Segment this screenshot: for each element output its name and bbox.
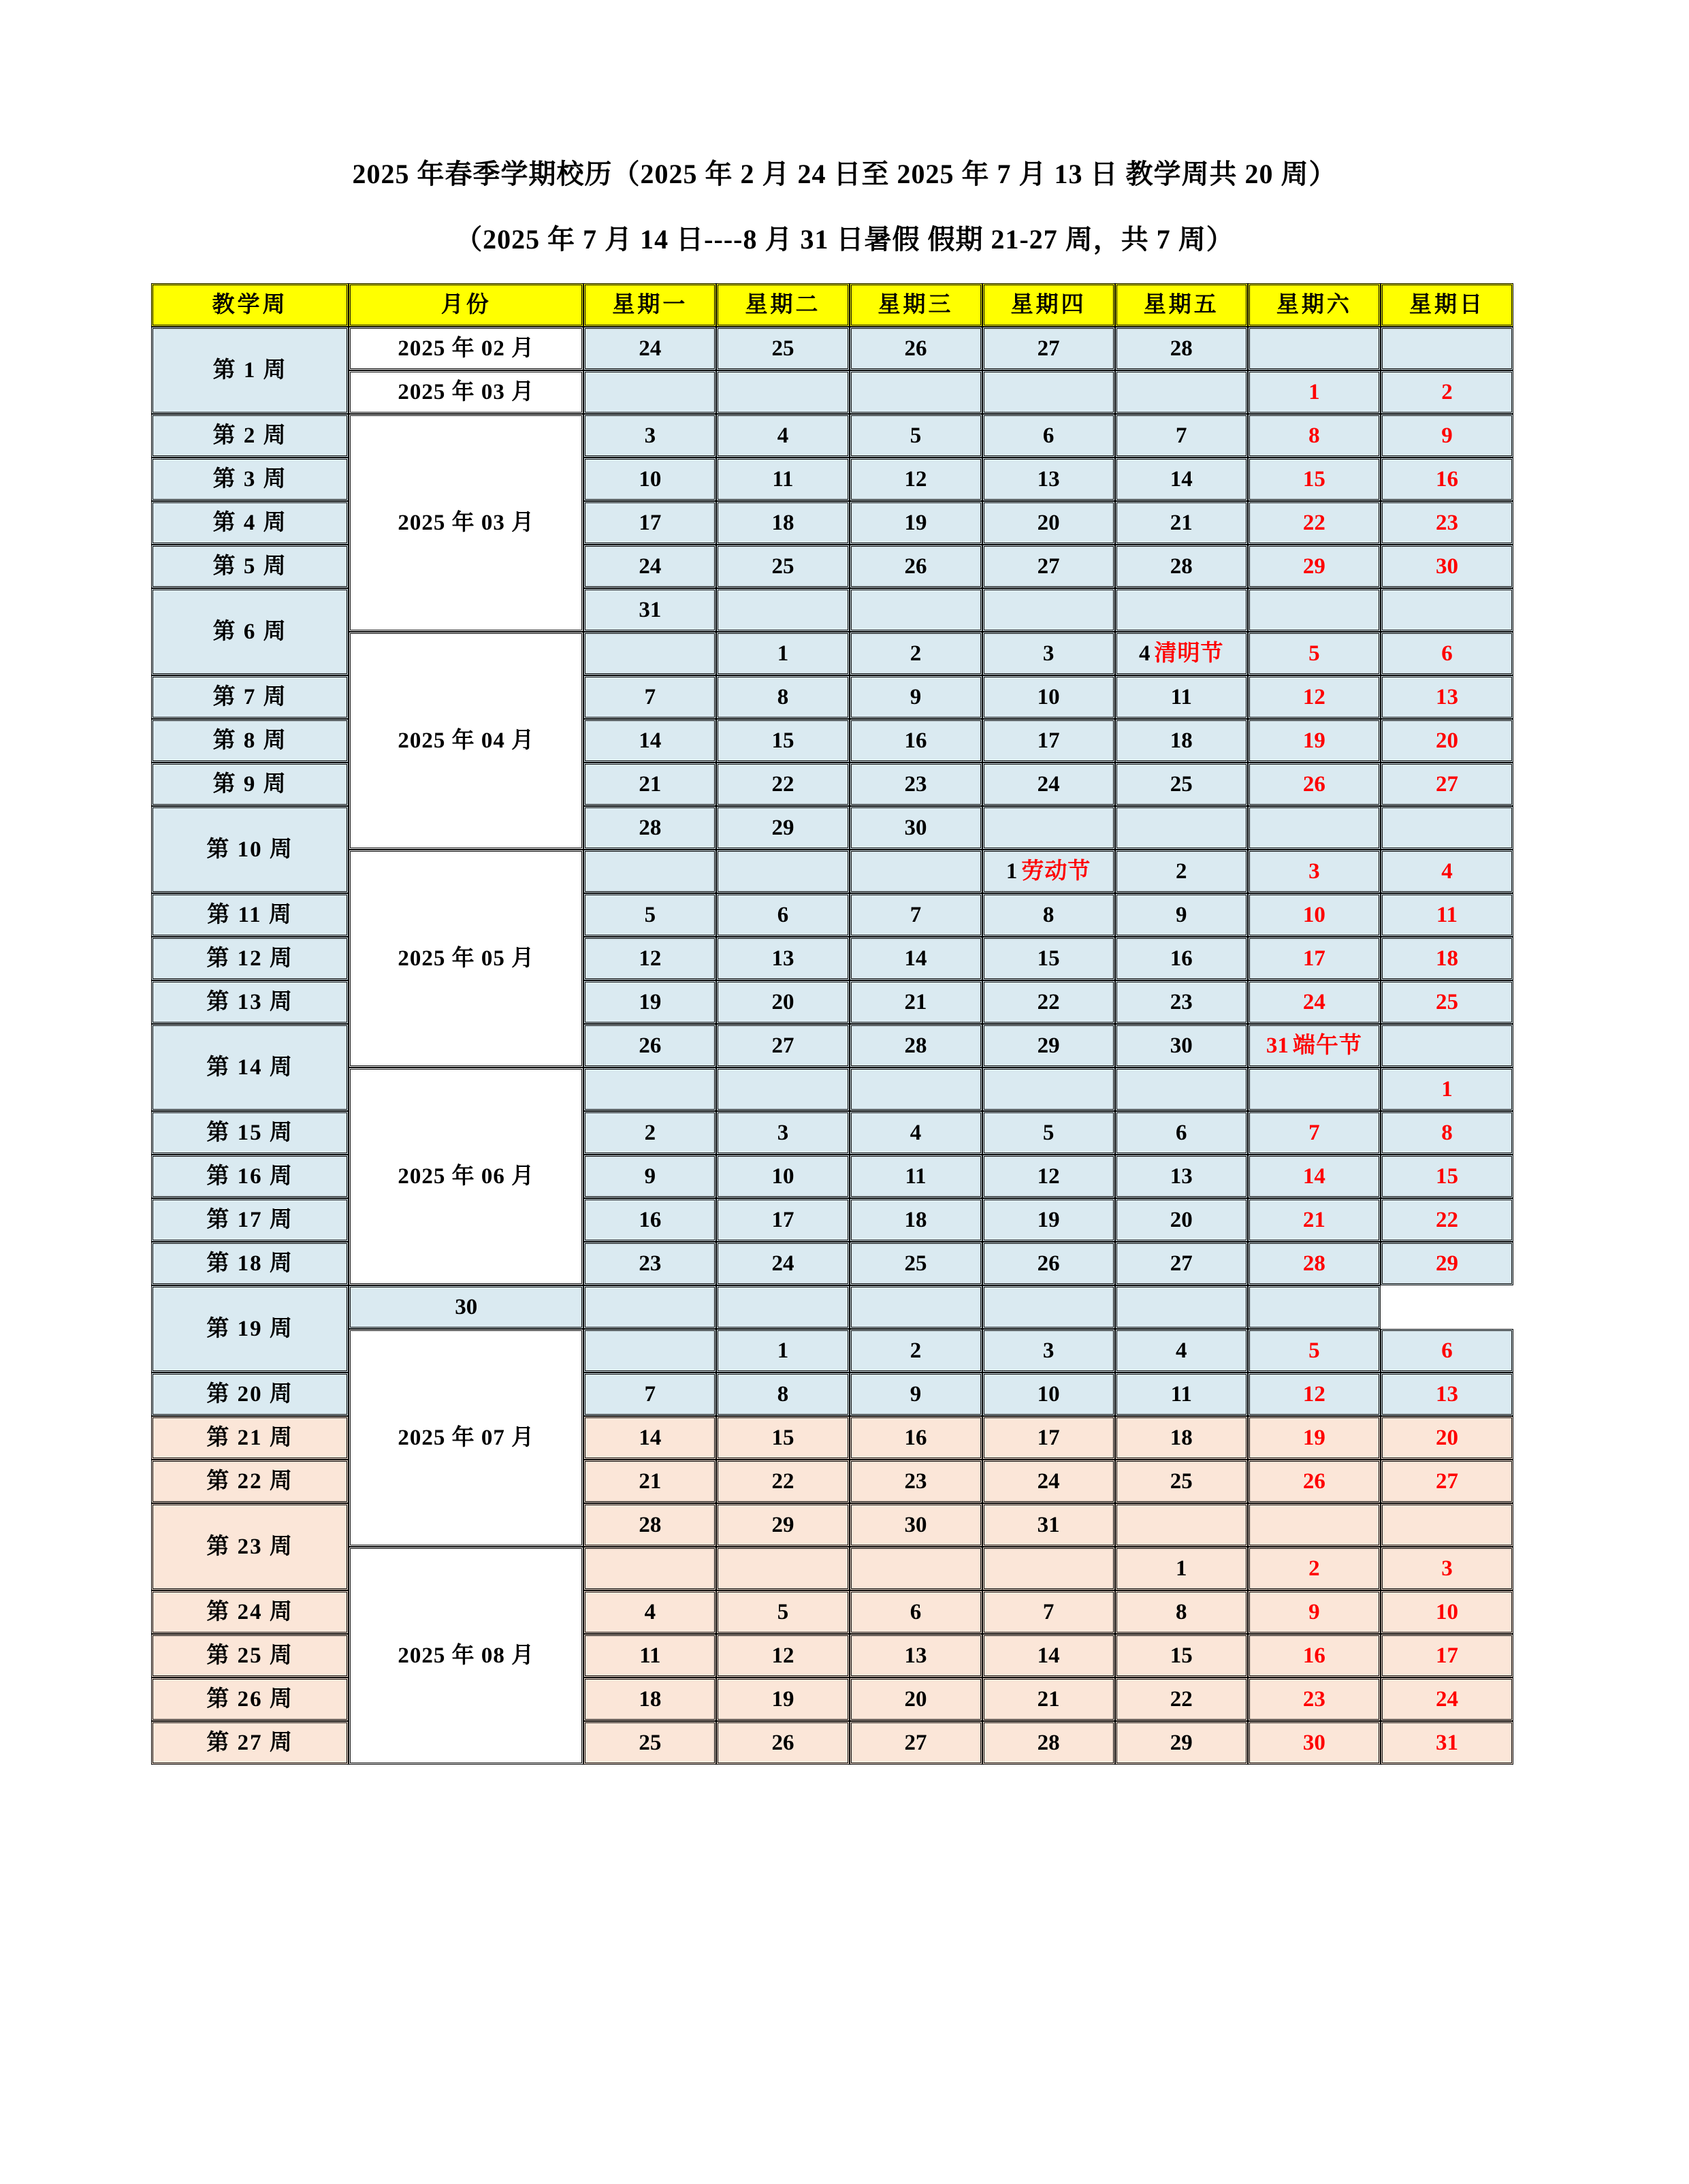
- day-cell: [850, 588, 982, 632]
- week-label-cell: 第 27 周: [151, 1721, 349, 1765]
- day-cell: [1248, 1503, 1381, 1547]
- day-cell: [583, 370, 716, 414]
- day-cell: 28: [1115, 545, 1248, 588]
- day-cell: [1381, 806, 1513, 850]
- day-cell: [716, 1547, 849, 1590]
- day-cell: [850, 1285, 982, 1329]
- day-cell: 28: [583, 806, 716, 850]
- table-row: [151, 370, 1513, 414]
- day-cell: 23: [583, 1242, 716, 1285]
- week-label-cell: 第 24 周: [151, 1590, 349, 1634]
- day-cell: [1248, 806, 1381, 850]
- day-cell: 2: [1381, 370, 1513, 414]
- day-cell: 30: [1381, 545, 1513, 588]
- month-label-cell: 2025 年 03 月: [349, 414, 583, 632]
- day-cell: 5: [982, 1111, 1115, 1155]
- day-cell: 7: [583, 675, 716, 719]
- day-cell: [1381, 588, 1513, 632]
- table-body: [151, 327, 1513, 1765]
- day-cell: 20: [850, 1677, 982, 1721]
- day-cell: 2: [850, 1329, 982, 1372]
- day-cell: 25: [1381, 980, 1513, 1024]
- week-label-cell: 第 21 周: [151, 1416, 349, 1460]
- week-label-cell: 第 5 周: [151, 545, 349, 588]
- day-cell: 12: [1248, 675, 1381, 719]
- day-cell: 7: [1248, 1111, 1381, 1155]
- day-cell: 16: [1115, 937, 1248, 980]
- month-label-cell: 2025 年 05 月: [349, 850, 583, 1067]
- week-label-cell: 第 19 周: [151, 1285, 349, 1372]
- day-cell: 22: [716, 762, 849, 806]
- month-label-cell: 2025 年 03 月: [349, 370, 583, 414]
- day-cell: 1: [1381, 1067, 1513, 1111]
- day-cell: 31: [583, 588, 716, 632]
- day-cell: 7: [583, 1372, 716, 1416]
- day-cell: 17: [982, 719, 1115, 762]
- day-cell: 6: [1381, 1329, 1513, 1372]
- day-cell: 14: [1115, 457, 1248, 501]
- day-cell: 8: [716, 1372, 849, 1416]
- day-cell: 5: [1248, 1329, 1381, 1372]
- day-cell: [583, 850, 716, 893]
- week-label-cell: 第 25 周: [151, 1634, 349, 1677]
- day-cell: 3: [716, 1111, 849, 1155]
- day-cell: 10: [982, 1372, 1115, 1416]
- day-cell: 18: [583, 1677, 716, 1721]
- header-col-thu: 星期四: [982, 283, 1115, 327]
- day-cell: [1248, 588, 1381, 632]
- day-cell: 17: [716, 1198, 849, 1242]
- day-cell: 13: [1381, 675, 1513, 719]
- day-cell: 14: [583, 1416, 716, 1460]
- day-cell: 2: [583, 1111, 716, 1155]
- day-cell: 4: [850, 1111, 982, 1155]
- header-col-fri: 星期五: [1115, 283, 1248, 327]
- day-cell: 19: [583, 980, 716, 1024]
- week-label-cell: 第 12 周: [151, 937, 349, 980]
- day-cell: 10: [716, 1155, 849, 1198]
- day-cell: 19: [1248, 719, 1381, 762]
- day-cell: 6: [1381, 632, 1513, 675]
- table-row: [151, 1067, 1513, 1111]
- day-cell: 7: [982, 1590, 1115, 1634]
- week-label-cell: 第 4 周: [151, 501, 349, 545]
- day-cell: [1248, 1285, 1381, 1329]
- day-cell: 23: [850, 762, 982, 806]
- day-cell: 14: [850, 937, 982, 980]
- header-col-sun: 星期日: [1381, 283, 1513, 327]
- week-label-cell: 第 23 周: [151, 1503, 349, 1590]
- month-label-cell: 2025 年 04 月: [349, 632, 583, 850]
- day-cell: 11: [716, 457, 849, 501]
- month-label-cell: 2025 年 08 月: [349, 1547, 583, 1765]
- table-header: [151, 283, 1513, 327]
- day-cell: 1: [1115, 1547, 1248, 1590]
- day-cell: 5: [583, 893, 716, 937]
- day-cell: [982, 370, 1115, 414]
- day-cell: 21: [1115, 501, 1248, 545]
- day-cell: 24: [982, 762, 1115, 806]
- day-cell: 25: [1115, 762, 1248, 806]
- day-cell: [850, 1067, 982, 1111]
- day-cell: 12: [716, 1634, 849, 1677]
- day-cell: [982, 1067, 1115, 1111]
- day-cell: 14: [982, 1634, 1115, 1677]
- month-label-cell: 2025 年 06 月: [349, 1067, 583, 1285]
- day-cell: [982, 806, 1115, 850]
- day-cell: 13: [716, 937, 849, 980]
- day-cell: 21: [982, 1677, 1115, 1721]
- day-cell: 23: [850, 1460, 982, 1503]
- day-cell: 9: [1115, 893, 1248, 937]
- day-cell: [1248, 1067, 1381, 1111]
- day-cell: 23: [1381, 501, 1513, 545]
- day-cell: 12: [850, 457, 982, 501]
- week-label-cell: 第 26 周: [151, 1677, 349, 1721]
- day-cell: 2: [1248, 1547, 1381, 1590]
- day-cell: [982, 1285, 1115, 1329]
- day-cell: [982, 588, 1115, 632]
- day-cell: 20: [982, 501, 1115, 545]
- day-cell: 22: [1115, 1677, 1248, 1721]
- day-cell: 29: [1248, 545, 1381, 588]
- day-cell: 19: [1248, 1416, 1381, 1460]
- day-cell: 31: [982, 1503, 1115, 1547]
- day-cell: 27: [1381, 1460, 1513, 1503]
- day-cell: 29: [982, 1024, 1115, 1067]
- day-cell: 20: [1381, 1416, 1513, 1460]
- week-label-cell: 第 6 周: [151, 588, 349, 675]
- day-cell: 1: [716, 632, 849, 675]
- day-cell: 5: [850, 414, 982, 457]
- table-row: [151, 1285, 1513, 1329]
- day-cell: 9: [1381, 414, 1513, 457]
- day-cell: 25: [583, 1721, 716, 1765]
- day-cell: 17: [583, 501, 716, 545]
- calendar-table-wrap: [0, 283, 1689, 1765]
- day-cell: 9: [1248, 1590, 1381, 1634]
- day-cell: 12: [982, 1155, 1115, 1198]
- day-cell: 6: [850, 1590, 982, 1634]
- day-cell: 30: [850, 1503, 982, 1547]
- day-cell: 1: [1248, 370, 1381, 414]
- day-cell: [1115, 1503, 1248, 1547]
- day-cell: 21: [1248, 1198, 1381, 1242]
- day-cell: 19: [716, 1677, 849, 1721]
- day-cell: 13: [1115, 1155, 1248, 1198]
- week-label-cell: 第 13 周: [151, 980, 349, 1024]
- day-cell: [1248, 327, 1381, 370]
- day-cell: [1115, 588, 1248, 632]
- day-cell: 1: [716, 1329, 849, 1372]
- day-cell: 30: [1248, 1721, 1381, 1765]
- week-label-cell: 第 15 周: [151, 1111, 349, 1155]
- day-cell: 20: [1115, 1198, 1248, 1242]
- week-label-cell: 第 11 周: [151, 893, 349, 937]
- day-cell: 14: [583, 719, 716, 762]
- day-cell: 21: [583, 1460, 716, 1503]
- day-cell: 8: [1381, 1111, 1513, 1155]
- day-cell: 2: [850, 632, 982, 675]
- table-row: [151, 1329, 1513, 1372]
- table-row: [151, 1547, 1513, 1590]
- day-cell: 21: [850, 980, 982, 1024]
- week-label-cell: 第 7 周: [151, 675, 349, 719]
- table-row: [151, 414, 1513, 457]
- day-cell: 24: [982, 1460, 1115, 1503]
- day-cell: 26: [716, 1721, 849, 1765]
- day-cell: 29: [716, 806, 849, 850]
- month-label-cell: 2025 年 02 月: [349, 327, 583, 370]
- day-cell: [583, 1329, 716, 1372]
- day-cell: 13: [850, 1634, 982, 1677]
- day-cell: 10: [583, 457, 716, 501]
- day-cell: [716, 1285, 849, 1329]
- day-cell: 23: [1115, 980, 1248, 1024]
- holiday-name: 清明节: [1154, 641, 1224, 666]
- day-cell: 17: [1248, 937, 1381, 980]
- day-cell: 11: [1381, 893, 1513, 937]
- day-cell: 27: [1381, 762, 1513, 806]
- day-cell: 16: [850, 719, 982, 762]
- day-cell: 13: [982, 457, 1115, 501]
- week-label-cell: 第 16 周: [151, 1155, 349, 1198]
- day-cell: 25: [1115, 1460, 1248, 1503]
- day-cell: 15: [716, 719, 849, 762]
- day-cell: 18: [1381, 937, 1513, 980]
- day-cell: 25: [716, 327, 849, 370]
- day-cell: [1381, 1503, 1513, 1547]
- day-cell: 26: [1248, 762, 1381, 806]
- table-row: [151, 327, 1513, 370]
- day-cell: 3: [982, 632, 1115, 675]
- day-cell: 15: [1115, 1634, 1248, 1677]
- day-cell: [850, 1547, 982, 1590]
- day-cell: 14: [1248, 1155, 1381, 1198]
- day-cell: 15: [1248, 457, 1381, 501]
- day-cell: 29: [716, 1503, 849, 1547]
- header-col-tue: 星期二: [716, 283, 849, 327]
- day-cell: 26: [850, 545, 982, 588]
- week-label-cell: 第 2 周: [151, 414, 349, 457]
- day-cell: 18: [1115, 719, 1248, 762]
- day-cell: 7: [850, 893, 982, 937]
- table-row: [151, 850, 1513, 893]
- day-cell: 10: [982, 675, 1115, 719]
- day-cell: 16: [1248, 1634, 1381, 1677]
- day-cell: 27: [850, 1721, 982, 1765]
- day-cell: 28: [1248, 1242, 1381, 1285]
- day-cell: 21: [583, 762, 716, 806]
- day-cell: [583, 632, 716, 675]
- holiday-day-number: 31: [1266, 1033, 1289, 1058]
- day-cell: [583, 1285, 716, 1329]
- day-cell: 22: [982, 980, 1115, 1024]
- header-col-sat: 星期六: [1248, 283, 1381, 327]
- day-cell: 7: [1115, 414, 1248, 457]
- day-cell: [716, 1067, 849, 1111]
- day-cell: 6: [1115, 1111, 1248, 1155]
- day-cell: 26: [1248, 1460, 1381, 1503]
- day-cell: 13: [1381, 1372, 1513, 1416]
- day-cell: 8: [1248, 414, 1381, 457]
- day-cell: 22: [716, 1460, 849, 1503]
- day-cell: 31: [1381, 1721, 1513, 1765]
- day-cell: 20: [716, 980, 849, 1024]
- day-cell: 17: [1381, 1634, 1513, 1677]
- day-cell: [982, 1547, 1115, 1590]
- day-cell: [716, 850, 849, 893]
- day-cell: [1381, 327, 1513, 370]
- day-cell: 4: [583, 1590, 716, 1634]
- holiday-cell: [1248, 1024, 1381, 1067]
- header-col-month: 月份: [349, 283, 583, 327]
- day-cell: 15: [982, 937, 1115, 980]
- day-cell: 19: [982, 1198, 1115, 1242]
- day-cell: 20: [1381, 719, 1513, 762]
- day-cell: 24: [716, 1242, 849, 1285]
- day-cell: 30: [850, 806, 982, 850]
- day-cell: 8: [1115, 1590, 1248, 1634]
- day-cell: 24: [1381, 1677, 1513, 1721]
- week-label-cell: 第 8 周: [151, 719, 349, 762]
- day-cell: 4: [1115, 1329, 1248, 1372]
- day-cell: 18: [716, 501, 849, 545]
- week-label-cell: 第 18 周: [151, 1242, 349, 1285]
- week-label-cell: 第 17 周: [151, 1198, 349, 1242]
- page-title: 2025 年春季学期校历（2025 年 2 月 24 日至 2025 年 7 月 13 日 教学周共 20 周）: [352, 159, 1337, 189]
- header-col-week: 教学周: [151, 283, 349, 327]
- holiday-name: 劳动节: [1021, 858, 1091, 884]
- day-cell: 18: [850, 1198, 982, 1242]
- day-cell: 3: [583, 414, 716, 457]
- day-cell: 11: [583, 1634, 716, 1677]
- day-cell: 8: [716, 675, 849, 719]
- day-cell: 24: [583, 327, 716, 370]
- day-cell: [850, 370, 982, 414]
- day-cell: 5: [716, 1590, 849, 1634]
- day-cell: 22: [1248, 501, 1381, 545]
- day-cell: 11: [1115, 1372, 1248, 1416]
- day-cell: 28: [850, 1024, 982, 1067]
- day-cell: 27: [1115, 1242, 1248, 1285]
- day-cell: 26: [850, 327, 982, 370]
- day-cell: 3: [1248, 850, 1381, 893]
- day-cell: 16: [850, 1416, 982, 1460]
- day-cell: [1115, 370, 1248, 414]
- day-cell: 24: [1248, 980, 1381, 1024]
- day-cell: 28: [982, 1721, 1115, 1765]
- week-label-cell: 第 10 周: [151, 806, 349, 893]
- day-cell: 29: [1381, 1242, 1513, 1285]
- day-cell: [850, 850, 982, 893]
- day-cell: 22: [1381, 1198, 1513, 1242]
- day-cell: 9: [583, 1155, 716, 1198]
- holiday-day-number: 1: [1006, 858, 1018, 884]
- day-cell: 6: [716, 893, 849, 937]
- week-label-cell: 第 9 周: [151, 762, 349, 806]
- day-cell: 27: [716, 1024, 849, 1067]
- day-cell: 26: [982, 1242, 1115, 1285]
- day-cell: 28: [1115, 327, 1248, 370]
- day-cell: 27: [982, 545, 1115, 588]
- day-cell: 17: [982, 1416, 1115, 1460]
- day-cell: 30: [1115, 1024, 1248, 1067]
- header-row: [151, 283, 1513, 327]
- day-cell: 15: [716, 1416, 849, 1460]
- week-label-cell: 第 20 周: [151, 1372, 349, 1416]
- day-cell: 15: [1381, 1155, 1513, 1198]
- day-cell: 9: [850, 675, 982, 719]
- holiday-name: 端午节: [1292, 1033, 1362, 1058]
- holiday-cell: [982, 850, 1115, 893]
- table-row: [151, 632, 1513, 675]
- page-subtitle: （2025 年 7 月 14 日----8 月 31 日暑假 假期 21-27 周，共 7 周）: [455, 224, 1234, 255]
- day-cell: 3: [1381, 1547, 1513, 1590]
- academic-calendar-table: [151, 283, 1513, 1765]
- week-label-cell: 第 3 周: [151, 457, 349, 501]
- day-cell: [583, 1547, 716, 1590]
- day-cell: 16: [583, 1198, 716, 1242]
- day-cell: 5: [1248, 632, 1381, 675]
- day-cell: 3: [982, 1329, 1115, 1372]
- day-cell: [1115, 1285, 1248, 1329]
- day-cell: 29: [1115, 1721, 1248, 1765]
- day-cell: 9: [850, 1372, 982, 1416]
- header-col-mon: 星期一: [583, 283, 716, 327]
- day-cell: [716, 370, 849, 414]
- week-label-cell: 第 1 周: [151, 327, 349, 414]
- day-cell: 12: [1248, 1372, 1381, 1416]
- day-cell: [716, 588, 849, 632]
- day-cell: [583, 1067, 716, 1111]
- day-cell: 16: [1381, 457, 1513, 501]
- day-cell: 19: [850, 501, 982, 545]
- day-cell: 30: [349, 1285, 583, 1329]
- day-cell: [1381, 1024, 1513, 1067]
- day-cell: 11: [1115, 675, 1248, 719]
- day-cell: 25: [850, 1242, 982, 1285]
- day-cell: 6: [982, 414, 1115, 457]
- day-cell: 26: [583, 1024, 716, 1067]
- day-cell: 23: [1248, 1677, 1381, 1721]
- day-cell: 12: [583, 937, 716, 980]
- week-label-cell: 第 14 周: [151, 1024, 349, 1111]
- day-cell: 4: [1381, 850, 1513, 893]
- holiday-day-number: 4: [1138, 641, 1151, 666]
- day-cell: 27: [982, 327, 1115, 370]
- day-cell: 10: [1381, 1590, 1513, 1634]
- month-label-cell: 2025 年 07 月: [349, 1329, 583, 1547]
- day-cell: 28: [583, 1503, 716, 1547]
- day-cell: 24: [583, 545, 716, 588]
- day-cell: [1115, 806, 1248, 850]
- holiday-cell: [1115, 632, 1248, 675]
- day-cell: 8: [982, 893, 1115, 937]
- day-cell: 25: [716, 545, 849, 588]
- day-cell: 2: [1115, 850, 1248, 893]
- day-cell: [1115, 1067, 1248, 1111]
- title-block: [0, 0, 1689, 256]
- day-cell: 18: [1115, 1416, 1248, 1460]
- header-col-wed: 星期三: [850, 283, 982, 327]
- day-cell: 4: [716, 414, 849, 457]
- day-cell: 11: [850, 1155, 982, 1198]
- week-label-cell: 第 22 周: [151, 1460, 349, 1503]
- day-cell: 10: [1248, 893, 1381, 937]
